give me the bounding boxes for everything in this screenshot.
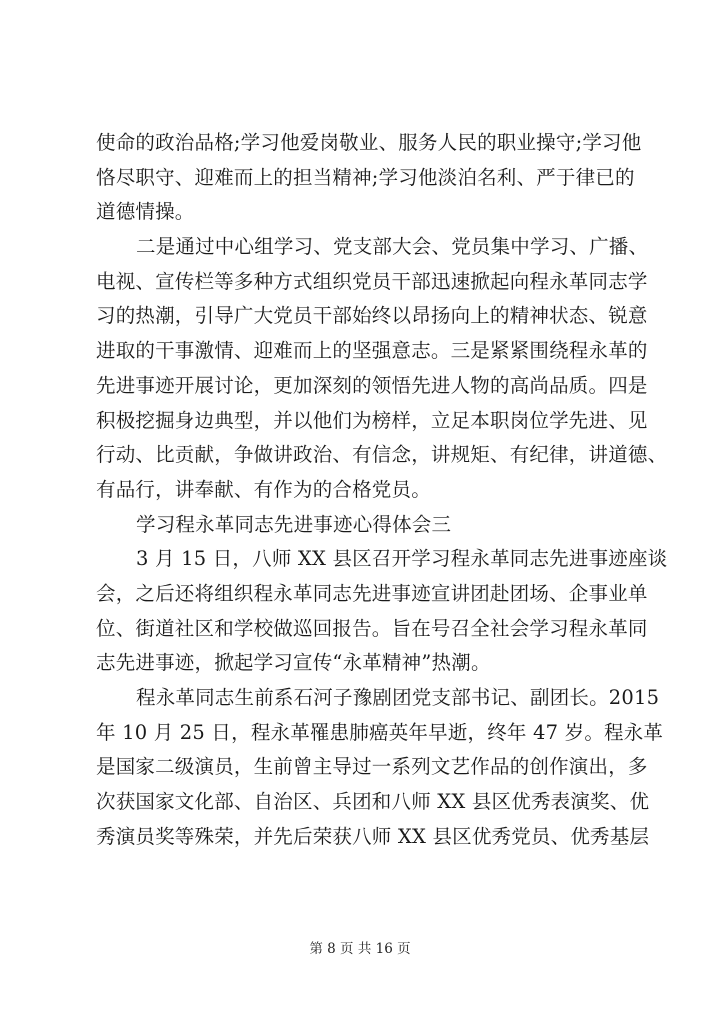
text-line: 秀演员奖等殊荣，并先后荣获八师 XX 县区优秀党员、优秀基层 [96,824,650,848]
text-line: 是国家二级演员，生前曾主导过一系列文艺作品的创作演出，多 [96,755,648,779]
section-heading: 学习程永革同志先进事迹心得体会三 [136,512,452,536]
paragraph-start-line: 程永革同志生前系石河子豫剧团党支部书记、副团长。2015 [136,686,660,709]
text-line: 使命的政治品格;学习他爱岗敬业、服务人民的职业操守;学习他 [96,131,642,154]
text-line: 会，之后还将组织程永革同志先进事迹宣讲团赴团场、企事业单 [96,581,648,605]
text-line: 志先进事迹，掀起学习宣传“永革精神”热潮。 [96,651,491,675]
text-line: 习的热潮，引导广大党员干部始终以昂扬向上的精神状态、锐意 [96,304,648,328]
text-line: 电视、宣传栏等多种方式组织党员干部迅速掀起向程永革同志学 [96,269,648,293]
text-line: 道德情操。 [96,200,195,224]
paragraph-start-line: 3 月 15 日，八师 XX 县区召开学习程永革同志先进事迹座谈 [136,547,668,571]
text-line: 积极挖掘身边典型，并以他们为榜样，立足本职岗位学先进、见 [96,408,648,432]
text-line: 位、街道社区和学校做巡回报告。旨在号召全社会学习程永革同 [96,616,648,640]
text-line: 有品行，讲奉献、有作为的合格党员。 [96,477,431,501]
page-number-footer: 第 8 页 共 16 页 [309,941,411,957]
text-line: 年 10 月 25 日，程永革罹患肺癌英年早逝，终年 47 岁。程永革 [96,720,664,744]
text-line: 行动、比贡献，争做讲政治、有信念，讲规矩、有纪律，讲道德、 [96,443,668,467]
document-body [96,126,668,854]
text-line: 进取的干事激情、迎难而上的坚强意志。三是紧紧围绕程永革的 [96,339,648,363]
text-line: 恪尽职守、迎难而上的担当精神;学习他淡泊名利、严于律已的 [96,165,635,189]
paragraph-start-line: 二是通过中心组学习、党支部大会、党员集中学习、广播、 [136,235,649,259]
text-line: 先进事迹开展讨论，更加深刻的领悟先进人物的高尚品质。四是 [96,373,648,397]
text-line: 次获国家文化部、自治区、兵团和八师 XX 县区优秀表演奖、优 [96,790,650,814]
